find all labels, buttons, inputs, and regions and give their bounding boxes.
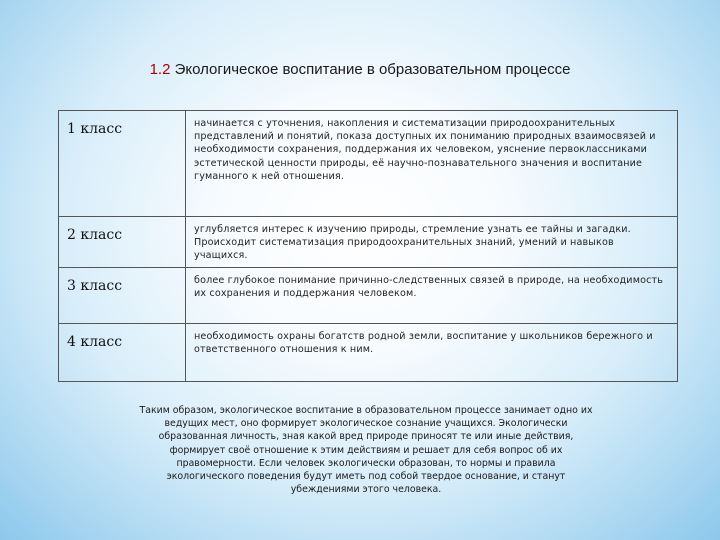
grade-cell: 3 класс (59, 267, 186, 323)
description-cell: начинается с уточнения, накопления и систематизации природоохранительных представлений и понятий, показа доступных их пониманию природных взаимосвязей и необходимости сохранения, поддержания их человеком, уяснение первоклассниками эстетической ценности природы, её научно-познавательного значения и воспитание гуманного к ней отношения. (186, 111, 678, 217)
summary-paragraph: Таким образом, экологическое воспитание в образовательном процессе занимает одно их ведущих мест, оно формирует экологическое сознание учащихся. Экологически образованная личность, зная какой вред природе приносят те или иные действия, формирует своё отношение к этим действиям и решает для себя вопрос об их правомерности. Если человек экологически образован, то нормы и правила экологического поведения будут иметь под собой твердое основание, и станут убеждениями этого человека. (139, 405, 593, 496)
grade-cell: 4 класс (59, 323, 186, 381)
grades-table (58, 110, 678, 382)
description-cell: более глубокое понимание причинно-следственных связей в природе, на необходимость их сохранения и поддержания человеком. (186, 267, 678, 323)
description-cell: углубляется интерес к изучению природы, стремление узнать ее тайны и загадки. Происходит систематизация природоохранительных знаний, умений и навыков учащихся. (186, 217, 678, 268)
table-row (59, 267, 678, 323)
grade-cell: 1 класс (59, 111, 186, 217)
table-row (59, 111, 678, 217)
title-text: Экологическое воспитание в образовательном процессе (174, 61, 571, 78)
description-cell: необходимость охраны богатств родной земли, воспитание у школьников бережного и ответственного отношения к ним. (186, 323, 678, 381)
slide-title (120, 60, 600, 80)
table-row (59, 323, 678, 381)
grade-cell: 2 класс (59, 217, 186, 268)
section-number: 1.2 (149, 61, 171, 78)
table-row (59, 217, 678, 268)
